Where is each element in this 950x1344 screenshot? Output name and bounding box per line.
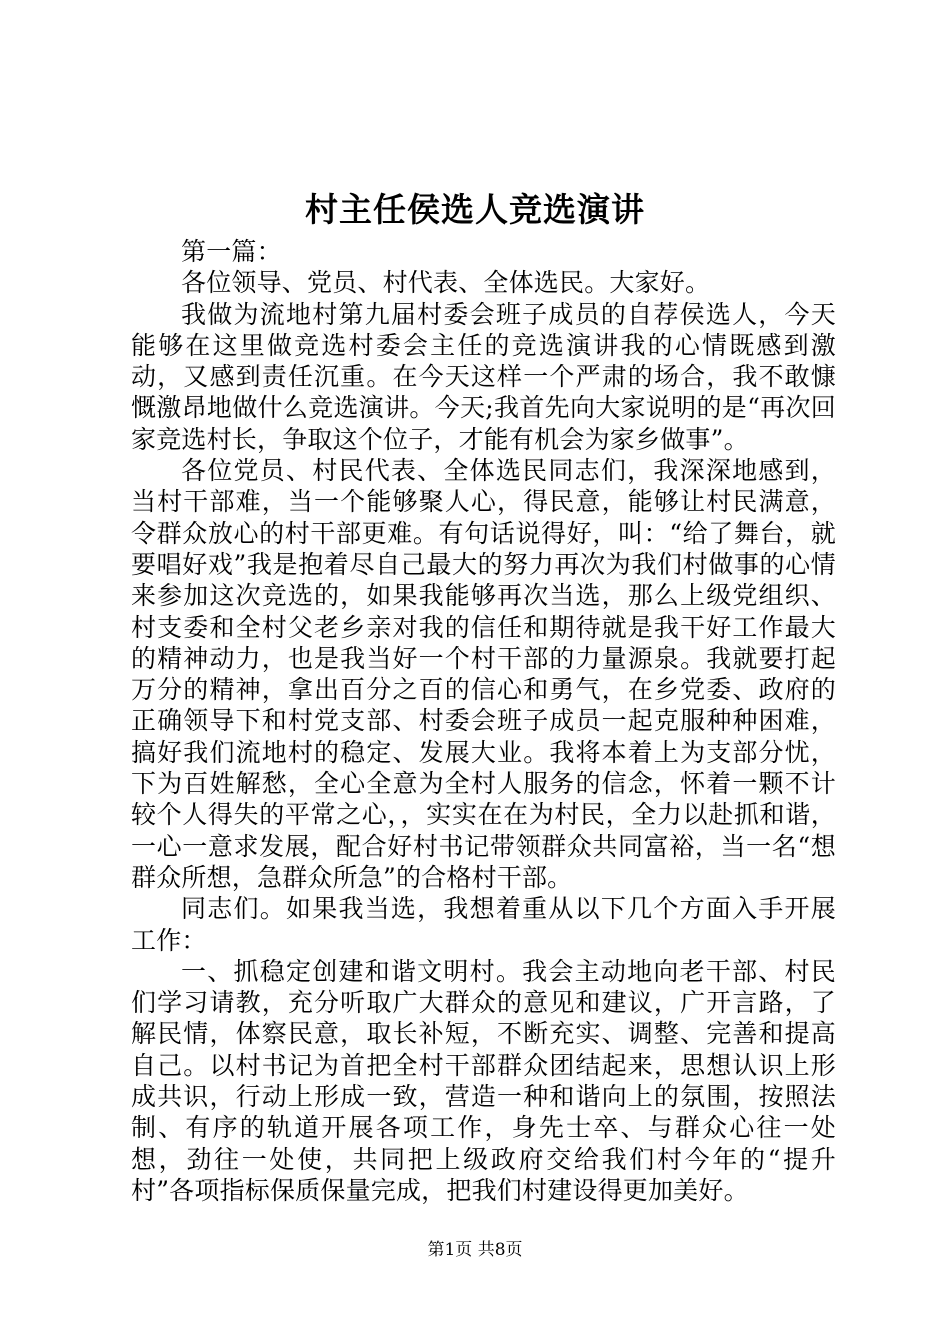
- document-title: 村主任侯选人竞选演讲: [305, 190, 645, 229]
- paragraph-work-plan-item-1: 一、抓稳定创建和谐文明村。我会主动地向老干部、村民们学习请教，充分听取广大群众的意见和建议，广开言路，了解民情，体察民意，取长补短，不断充实、调整、完善和提高自己。以村书记为首把全村干部群众团结起来，思想认识上形成共识，行动上形成一致，营造一种和谐向上的氛围，按照法制、有序的轨道开展各项工作，身先士卒、与群众心往一处想，劲往一处使，共同把上级政府交给我们村今年的“提升村”各项指标保质保量完成，把我们村建设得更加美好。: [131, 956, 836, 1205]
- page-number-footer: 第1页 共8页: [427, 1240, 523, 1260]
- document-body: [131, 236, 836, 1206]
- paragraph-commitment: 各位党员、村民代表、全体选民同志们，我深深地感到，当村干部难，当一个能够聚人心，得民意，能够让村民满意，令群众放心的村干部更难。有句话说得好，叫：“给了舞台，就要唱好戏”我是抱着尽自己最大的努力再次为我们村做事的心情来参加这次竞选的，如果我能够再次当选，那么上级党组织、村支委和全村父老乡亲对我的信任和期待就是我干好工作最大的精神动力，也是我当好一个村干部的力量源泉。我就要打起万分的精神，拿出百分之百的信心和勇气，在乡党委、政府的正确领导下和村党支部、村委会班子成员一起克服种种困难，搞好我们流地村的稳定、发展大业。我将本着上为支部分忧，下为百姓解愁，全心全意为全村人服务的信念，怀着一颗不计较个人得失的平常之心，，实实在在为村民，全力以赴抓和谐，一心一意求发展，配合好村书记带领群众共同富裕，当一名“想群众所想，急群众所急”的合格村干部。: [131, 456, 836, 892]
- paragraph-work-plan-intro: 同志们。如果我当选，我想着重从以下几个方面入手开展工作：: [131, 894, 836, 955]
- paragraph-greeting: 各位领导、党员、村代表、全体选民。大家好。: [181, 268, 711, 298]
- paragraph-introduction: 我做为流地村第九届村委会班子成员的自荐侯选人，今天能够在这里做竞选村委会主任的竞选演讲我的心情既感到激动，又感到责任沉重。在今天这样一个严肃的场合，我不敢慷慨激昂地做什么竞选演讲。今天;我首先向大家说明的是“再次回家竞选村长，争取这个位子，才能有机会为家乡做事”。: [131, 299, 836, 454]
- paragraph-section-heading: 第一篇：: [181, 237, 282, 266]
